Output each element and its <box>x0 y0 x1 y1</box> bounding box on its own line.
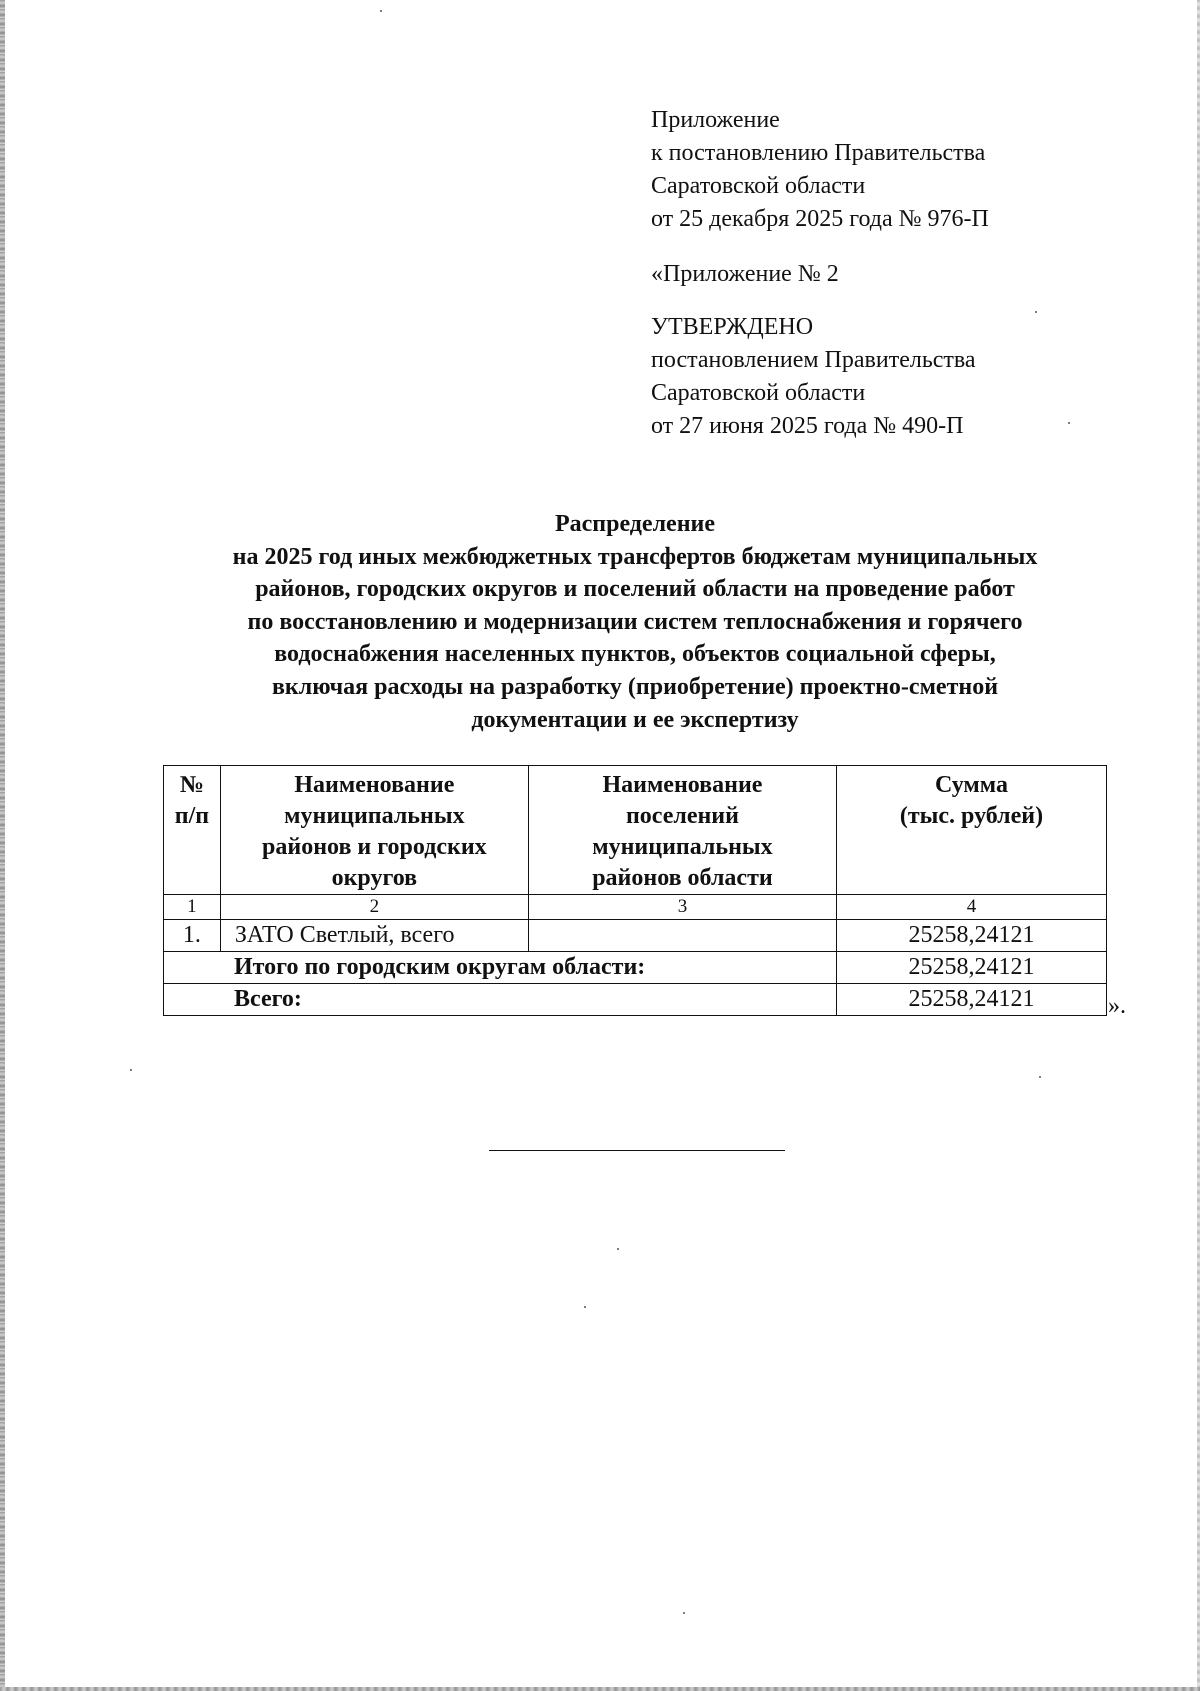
annex-number: «Приложение № 2 <box>651 261 839 287</box>
column-number: 4 <box>837 895 1107 920</box>
approved-stamp: УТВЕРЖДЕНО <box>651 314 814 340</box>
subtotal-row <box>164 952 1107 984</box>
column-number: 1 <box>164 895 221 920</box>
title-line: по восстановлению и модернизации систем теплоснабжения и горячего <box>247 608 1023 635</box>
header-settlement: Наименование поселений муниципальных районов области <box>528 766 836 895</box>
total-label: Всего: <box>164 984 837 1016</box>
total-row <box>164 984 1107 1016</box>
title-heading: Распределение <box>554 511 716 537</box>
approved-region: Саратовской области <box>651 380 866 406</box>
approved-resolution: постановлением Правительства <box>651 347 976 373</box>
header-district: Наименование муниципальных районов и городских округов <box>220 766 528 895</box>
closing-quote: ». <box>1108 993 1126 1019</box>
distribution-table <box>163 765 1107 1016</box>
end-separator-line <box>489 1150 785 1151</box>
scan-speck <box>617 1248 619 1250</box>
total-amount: 25258,24121 <box>837 984 1107 1016</box>
scan-speck <box>584 1306 586 1308</box>
row-number: 1. <box>164 920 221 952</box>
row-amount: 25258,24121 <box>837 920 1107 952</box>
approved-date: от 27 июня 2025 года № 490-П <box>651 413 964 439</box>
annex-header <box>651 104 1171 443</box>
title-line: включая расходы на разработку (приобретение) проектно-сметной <box>271 673 999 700</box>
column-number: 3 <box>528 895 836 920</box>
table-row <box>164 920 1107 952</box>
title-line: водоснабжения населенных пунктов, объектов социальной сферы, <box>274 641 996 668</box>
scan-speck <box>130 1069 132 1071</box>
table-header-row <box>164 766 1107 895</box>
title-line: на 2025 год иных межбюджетных трансфертов бюджетам муниципальных <box>232 543 1038 570</box>
annex-region: Саратовской области <box>651 173 866 199</box>
subtotal-label: Итого по городским округам области: <box>164 952 837 984</box>
annex-title: Приложение <box>651 107 780 133</box>
row-district: ЗАТО Светлый, всего <box>220 920 528 952</box>
title-line: документации и ее экспертизу <box>471 706 799 733</box>
scan-speck <box>380 10 382 12</box>
header-number: № п/п <box>164 766 221 895</box>
document-title <box>150 508 1120 736</box>
subtotal-amount: 25258,24121 <box>837 952 1107 984</box>
row-settlement <box>528 920 836 952</box>
scan-edge-left <box>0 0 5 1691</box>
title-line: районов, городских округов и поселений области на проведение работ <box>255 576 1015 603</box>
scan-speck <box>683 1612 685 1614</box>
scan-edge-bottom <box>0 1687 1200 1691</box>
scan-speck <box>1039 1076 1041 1078</box>
annex-date: от 25 декабря 2025 года № 976-П <box>651 206 989 232</box>
column-number-row <box>164 895 1107 920</box>
column-number: 2 <box>220 895 528 920</box>
header-amount: Сумма (тыс. рублей) <box>837 766 1107 895</box>
annex-resolution: к постановлению Правительства <box>651 140 986 166</box>
